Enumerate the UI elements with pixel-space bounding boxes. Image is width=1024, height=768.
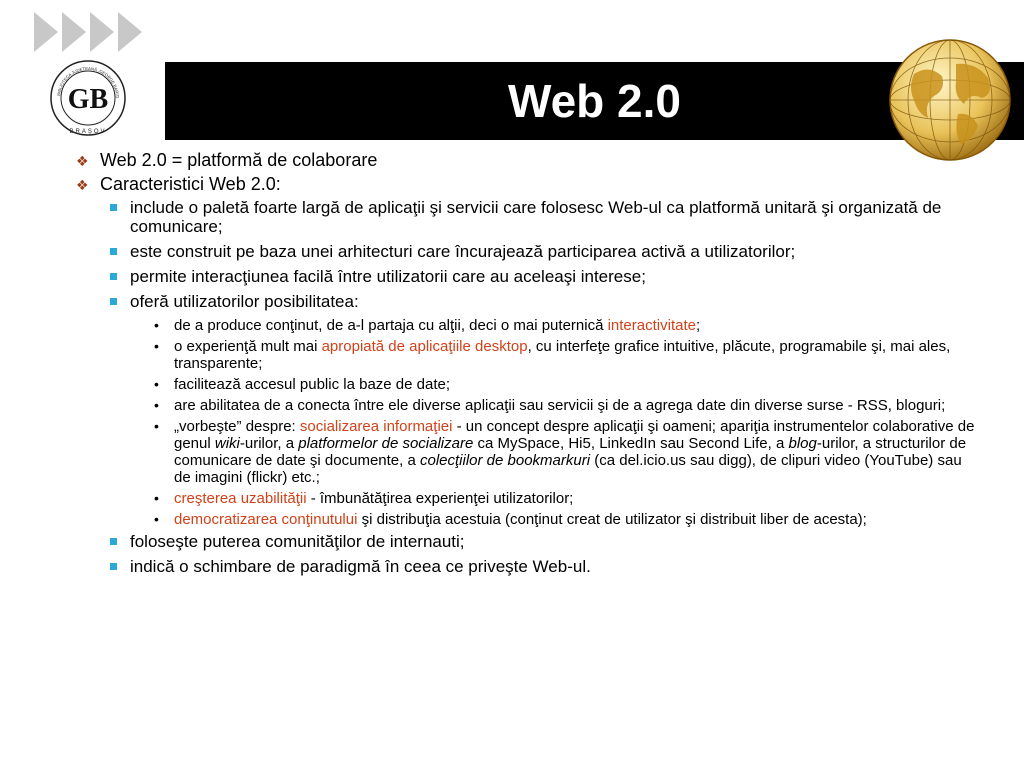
sub-text: oferă utilizatorilor posibilitatea: [130,292,359,311]
italic-text: blog [788,435,817,452]
sub-text: este construit pe baza unei arhitecturi care încurajează participarea activă a utilizatorilor; [130,242,796,261]
bullet-text: Caracteristici Web 2.0: [100,174,281,194]
chevron-icon [118,12,142,52]
text-part: (ca del.icio.us sau digg), de clipuri video (YouTube) sau de imagini (flickr) etc.; [174,452,962,486]
logo-monogram: GB [67,84,109,115]
dot-bullet-icon: • [154,317,159,333]
sub-text: indică o schimbare de paradigmă în ceea ce priveşte Web-ul. [130,557,591,576]
sub-item [106,198,976,236]
italic-text: platformelor de socializare [298,435,474,452]
logo-ring-text: BIBLIOTECA JUDEŢEANĂ „GEORGE BARIŢI [56,65,121,99]
square-bullet-icon [110,273,117,280]
slide-content [76,150,976,582]
diamond-bullet-icon: ❖ [76,177,89,193]
slide-title: Web 2.0 [508,75,681,127]
bullet-text: Web 2.0 = platformă de colaborare [100,150,378,170]
square-bullet-icon [110,204,117,211]
sub-sub-item [150,397,976,414]
text-part: -urilor, a [239,435,299,452]
text-part: ca MySpace, Hi5, LinkedIn sau Second Life, a [473,435,789,452]
dot-bullet-icon: • [154,418,159,434]
sub-sub-item [150,338,976,372]
sub-item [106,532,976,551]
dot-bullet-icon: • [154,511,159,527]
bullet-item [76,174,976,194]
sub-list [106,198,976,576]
chevron-decoration [34,12,142,52]
globe-icon [884,34,1016,166]
text-part: , cu interfeţe grafice intuitive, plăcute, programabile şi, mai ales, transparente; [174,338,951,372]
text-part: - un concept despre aplicaţii şi oameni; apariţia instrumentelor colaborative de genul [174,418,975,452]
sub-sub-item [150,490,976,507]
sub-sub-list [150,317,976,528]
text-part: facilitează accesul public la baze de date; [174,376,451,393]
sub-text: include o paletă foarte largă de aplicaţii şi servicii care folosesc Web-ul ca platformă unitară şi organizată de comunicare; [130,198,942,236]
highlight-text: apropiată de aplicaţiile desktop [321,338,528,355]
sub-item [106,557,976,576]
sub-sub-item [150,418,976,486]
dot-bullet-icon: • [154,397,159,413]
highlight-text: democratizarea conţinutului [174,511,358,528]
bullet-item [76,150,976,170]
logo-city: BRAŞOV [69,129,107,135]
text-part: ; [695,317,701,334]
sub-sub-item [150,511,976,528]
sub-item [106,242,976,261]
sub-sub-item [150,317,976,334]
text-part: şi distribuţia acestuia (conţinut creat de utilizator şi distribuit liber de acesta); [357,511,867,528]
sub-item [106,267,976,286]
sub-item [106,292,976,311]
chevron-icon [62,12,86,52]
square-bullet-icon [110,538,117,545]
text-part: are abilitatea de a conecta între ele diverse aplicaţii sau servicii şi de a agrega date din diverse surse - RSS, bloguri; [174,397,946,414]
text-part: de a produce conţinut, de a-l partaja cu alţii, deci o mai puternică [174,317,608,334]
text-part: „vorbeşte” despre: [174,418,300,435]
dot-bullet-icon: • [154,338,159,354]
chevron-icon [90,12,114,52]
sub-text: permite interacţiunea facilă între utilizatorii care au aceleaşi interese; [130,267,646,286]
diamond-bullet-icon: ❖ [76,153,89,169]
text-part: -urilor, a structurilor de comunicare de date şi documente, a [174,435,967,469]
highlight-text: creşterea uzabilităţii [174,490,307,507]
italic-text: colecţiilor de bookmarkuri [419,452,591,469]
square-bullet-icon [110,298,117,305]
dot-bullet-icon: • [154,490,159,506]
highlight-text: interactivitate [607,317,696,334]
chevron-icon [34,12,58,52]
text-part: o experienţă mult mai [174,338,322,355]
sub-text: foloseşte puterea comunităţilor de internauti; [130,532,465,551]
square-bullet-icon [110,563,117,570]
library-logo [48,58,128,138]
highlight-text: socializarea informaţiei [299,418,453,435]
sub-sub-item [150,376,976,393]
dot-bullet-icon: • [154,376,159,392]
text-part: - îmbunătăţirea experienţei utilizatorilor; [306,490,574,507]
italic-text: wiki [214,435,240,452]
square-bullet-icon [110,248,117,255]
